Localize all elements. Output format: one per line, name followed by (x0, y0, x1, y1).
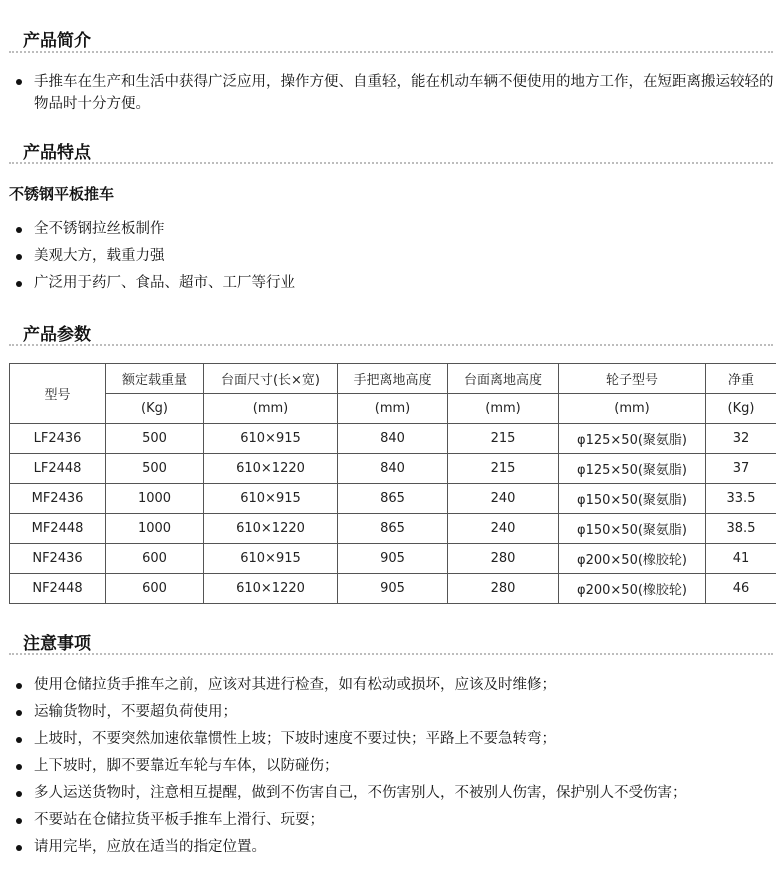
table-cell: 840 (338, 454, 448, 484)
intro-list (14, 71, 774, 115)
table-cell: 905 (338, 574, 448, 604)
bullet-icon (16, 710, 22, 716)
features-list (14, 216, 295, 297)
list-item (14, 780, 687, 807)
table-cell: LF2448 (10, 454, 106, 484)
unit-cell: (Kg) (106, 394, 204, 424)
list-item-text: 请用完毕，应放在适当的指定位置。 (34, 839, 266, 855)
table-cell: 280 (448, 544, 559, 574)
list-item (14, 216, 295, 243)
table-cell: 840 (338, 424, 448, 454)
bullet-icon (16, 791, 22, 797)
table-row (10, 484, 776, 514)
divider (9, 344, 773, 346)
notes-list (14, 672, 687, 861)
table-cell: 215 (448, 454, 559, 484)
unit-cell: (mm) (338, 394, 448, 424)
bullet-icon (16, 281, 22, 287)
table-row (10, 424, 776, 454)
list-item (14, 834, 687, 861)
table-cell: 610×1220 (204, 514, 338, 544)
header-cell: 净重 (706, 364, 776, 394)
table-cell: 240 (448, 484, 559, 514)
list-item (14, 71, 774, 115)
divider (9, 653, 773, 655)
table-unit-row (10, 394, 776, 424)
table-cell: 610×915 (204, 484, 338, 514)
table-cell: 1000 (106, 514, 204, 544)
table-cell: 1000 (106, 484, 204, 514)
table-cell: φ125×50(聚氨脂) (559, 424, 706, 454)
table-cell: NF2436 (10, 544, 106, 574)
table-cell: 500 (106, 424, 204, 454)
table-row (10, 544, 776, 574)
bullet-icon (16, 764, 22, 770)
list-item-text: 手推车在生产和生活中获得广泛应用，操作方便、自重轻，能在机动车辆不便使用的地方工作，在短距离搬运较轻的物品时十分方便。 (34, 74, 774, 112)
table-cell: 37 (706, 454, 776, 484)
list-item-text: 广泛用于药厂、食品、超市、工厂等行业 (34, 275, 295, 291)
header-model: 型号 (10, 364, 106, 424)
list-item (14, 672, 687, 699)
table-cell: 865 (338, 484, 448, 514)
header-cell: 轮子型号 (559, 364, 706, 394)
table-cell: 32 (706, 424, 776, 454)
spec-table (9, 363, 776, 604)
list-item (14, 243, 295, 270)
table-cell: LF2436 (10, 424, 106, 454)
table-cell: 865 (338, 514, 448, 544)
product-subheading: 不锈钢平板推车 (9, 185, 115, 203)
header-cell: 台面离地高度 (448, 364, 559, 394)
table-cell: 600 (106, 574, 204, 604)
list-item (14, 270, 295, 297)
unit-cell: (mm) (204, 394, 338, 424)
list-item-text: 多人运送货物时，注意相互提醒，做到不伤害自己，不伤害别人，不被别人伤害，保护别人不受伤害； (34, 785, 687, 801)
divider (9, 162, 773, 164)
table-header-row (10, 364, 776, 394)
bullet-icon (16, 683, 22, 689)
table-cell: φ200×50(橡胶轮) (559, 574, 706, 604)
table-cell: 610×915 (204, 544, 338, 574)
table-cell: 41 (706, 544, 776, 574)
notes-title: 注意事项 (23, 634, 91, 654)
table-cell: MF2436 (10, 484, 106, 514)
list-item (14, 807, 687, 834)
table-cell: φ200×50(橡胶轮) (559, 544, 706, 574)
unit-cell: (mm) (559, 394, 706, 424)
list-item (14, 726, 687, 753)
list-item-text: 上坡时，不要突然加速依靠惯性上坡；下坡时速度不要过快；平路上不要急转弯； (34, 731, 556, 747)
header-cell: 额定载重量 (106, 364, 204, 394)
bullet-icon (16, 254, 22, 260)
unit-cell: (Kg) (706, 394, 776, 424)
table-cell: 33.5 (706, 484, 776, 514)
table-cell: 38.5 (706, 514, 776, 544)
table-cell: 46 (706, 574, 776, 604)
list-item (14, 753, 687, 780)
table-cell: 610×915 (204, 424, 338, 454)
table-row (10, 574, 776, 604)
list-item-text: 上下坡时，脚不要靠近车轮与车体，以防碰伤； (34, 758, 339, 774)
table-cell: 610×1220 (204, 454, 338, 484)
header-cell: 手把离地高度 (338, 364, 448, 394)
bullet-icon (16, 845, 22, 851)
params-title: 产品参数 (23, 325, 91, 345)
table-cell: MF2448 (10, 514, 106, 544)
list-item (14, 699, 687, 726)
bullet-icon (16, 818, 22, 824)
table-cell: φ125×50(聚氨脂) (559, 454, 706, 484)
table-cell: 600 (106, 544, 204, 574)
intro-title: 产品简介 (23, 31, 91, 51)
table-cell: 500 (106, 454, 204, 484)
bullet-icon (16, 227, 22, 233)
table-cell: 280 (448, 574, 559, 604)
table-cell: 215 (448, 424, 559, 454)
list-item-text: 全不锈钢拉丝板制作 (34, 221, 165, 237)
table-cell: φ150×50(聚氨脂) (559, 514, 706, 544)
table-cell: 240 (448, 514, 559, 544)
header-cell: 台面尺寸(长×宽) (204, 364, 338, 394)
list-item-text: 运输货物时，不要超负荷使用； (34, 704, 237, 720)
table-cell: 905 (338, 544, 448, 574)
table-row (10, 514, 776, 544)
list-item-text: 不要站在仓储拉货平板手推车上滑行、玩耍； (34, 812, 324, 828)
table-cell: NF2448 (10, 574, 106, 604)
unit-cell: (mm) (448, 394, 559, 424)
table-cell: φ150×50(聚氨脂) (559, 484, 706, 514)
table-cell: 610×1220 (204, 574, 338, 604)
bullet-icon (16, 79, 22, 85)
divider (9, 51, 773, 53)
list-item-text: 使用仓储拉货手推车之前，应该对其进行检查，如有松动或损坏，应该及时维修； (34, 677, 556, 693)
list-item-text: 美观大方，载重力强 (34, 248, 165, 264)
bullet-icon (16, 737, 22, 743)
features-title: 产品特点 (23, 143, 91, 163)
table-row (10, 454, 776, 484)
